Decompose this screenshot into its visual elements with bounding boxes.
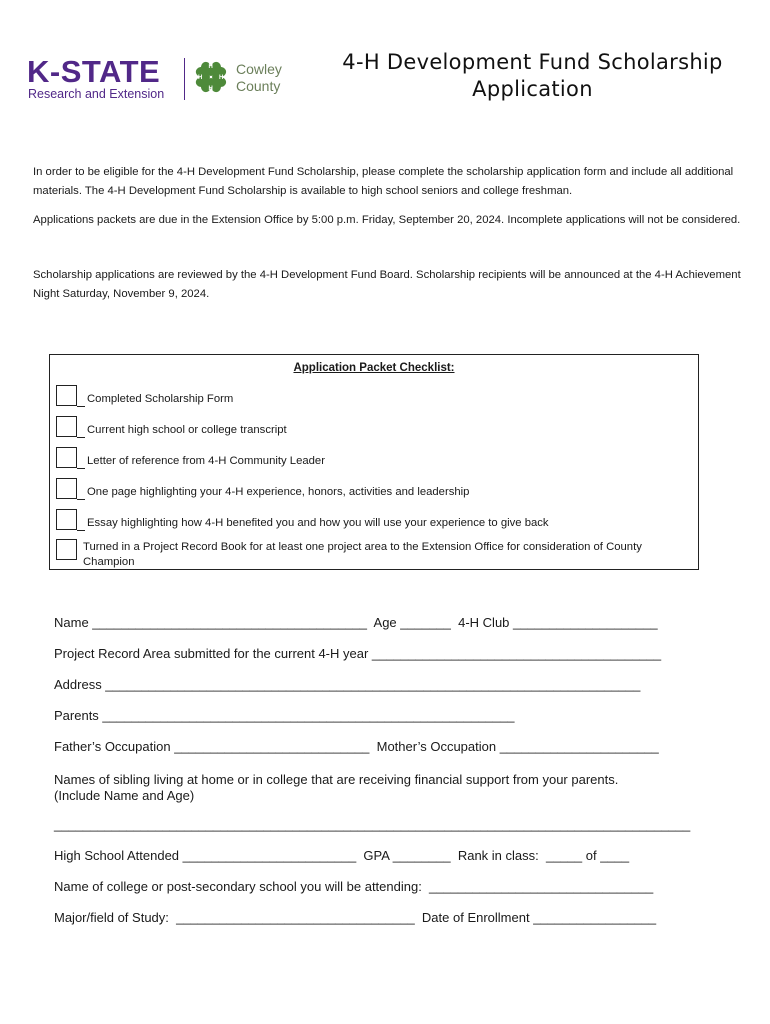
svg-text:H: H xyxy=(198,75,203,81)
form-line-college[interactable]: Name of college or post-secondary school you will be attending: _______________________________ xyxy=(54,879,654,894)
checkbox[interactable] xyxy=(56,478,77,499)
checkbox[interactable] xyxy=(56,447,77,468)
form-line-parents[interactable]: Parents _________________________________________________________ xyxy=(54,708,515,723)
kstate-wordmark: K-STATE xyxy=(27,54,161,89)
form-label-siblings: Names of sibling living at home or in college that are receiving financial support from your parents. xyxy=(54,772,619,787)
checklist-item-label: Completed Scholarship Form xyxy=(87,393,234,405)
checkbox[interactable] xyxy=(56,416,77,437)
checklist-item-label: Turned in a Project Record Book for at least one project area to the Extension Office for consideration of County Champion xyxy=(83,541,642,568)
form-line-project-record-area[interactable]: Project Record Area submitted for the current 4-H year ________________________________________ xyxy=(54,646,662,661)
intro-paragraph-eligibility: In order to be eligible for the 4-H Development Fund Scholarship, please complete the scholarship application form and include all additional materials. The 4-H Development Fund Scholarship is available to high school seniors and college freshman. xyxy=(33,166,734,197)
svg-text:H: H xyxy=(208,86,213,92)
4h-clover-icon xyxy=(193,59,229,95)
form-label-siblings-note: (Include Name and Age) xyxy=(54,788,195,803)
title-line2: Application xyxy=(472,77,593,101)
logo-divider xyxy=(184,58,185,100)
kstate-logo xyxy=(27,56,292,106)
form-line-address[interactable]: Address __________________________________________________________________________ xyxy=(54,677,641,692)
application-checklist xyxy=(49,354,699,570)
svg-text:H: H xyxy=(219,75,224,81)
form-line-major-enrollment[interactable]: Major/field of Study: _________________________________ Date of Enrollment _________________ xyxy=(54,910,657,925)
checkbox[interactable] xyxy=(56,539,77,560)
checkbox-underline xyxy=(77,437,85,438)
title-line1: 4-H Development Fund Scholarship xyxy=(342,50,723,74)
checkbox[interactable] xyxy=(56,509,77,530)
checklist-item-label: Current high school or college transcript xyxy=(87,424,287,436)
checklist-item-label: Essay highlighting how 4-H benefited you and how you will use your experience to give back xyxy=(87,517,549,529)
checklist-title: Application Packet Checklist: xyxy=(293,362,455,374)
intro-paragraph-deadline: Applications packets are due in the Extension Office by 5:00 p.m. Friday, September 20, 2024. Incomplete applications will not be considered. xyxy=(33,214,741,226)
form-line-high-school[interactable]: High School Attended ________________________ GPA ________ Rank in class: _____ of ____ xyxy=(54,848,630,863)
page-title xyxy=(300,49,765,103)
checklist-item-label: One page highlighting your 4-H experience, honors, activities and leadership xyxy=(87,486,470,498)
intro-paragraph-review: Scholarship applications are reviewed by the 4-H Development Fund Board. Scholarship recipients will be announced at the 4-H Achievement Night Saturday, November 9, 2024. xyxy=(33,269,741,300)
checkbox-underline xyxy=(77,530,85,531)
form-line-occupations[interactable]: Father’s Occupation ___________________________ Mother’s Occupation ______________________ xyxy=(54,739,659,754)
checkbox-underline xyxy=(77,499,85,500)
svg-text:H: H xyxy=(208,64,213,70)
kstate-subtitle: Research and Extension xyxy=(28,87,165,101)
checkbox-underline xyxy=(77,468,85,469)
form-line-siblings[interactable]: ________________________________________________________________________________________ xyxy=(54,817,691,832)
checkbox[interactable] xyxy=(56,385,77,406)
checkbox-underline xyxy=(77,406,85,407)
county-line1: Cowley xyxy=(236,61,282,77)
checklist-item-label: Letter of reference from 4-H Community Leader xyxy=(87,455,325,467)
form-line-name-age-club[interactable]: Name ______________________________________ Age _______ 4-H Club ____________________ xyxy=(54,615,658,630)
county-label xyxy=(236,61,282,95)
county-line2: County xyxy=(236,78,281,94)
